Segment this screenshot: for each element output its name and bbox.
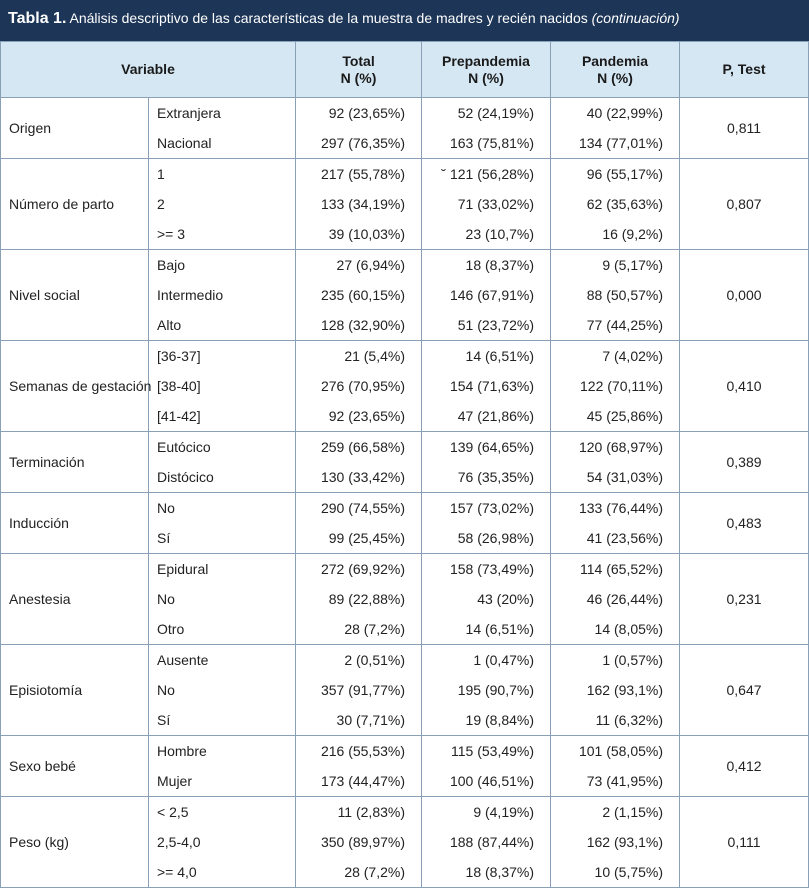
prepandemia-cell: 14 (6,51%)	[422, 614, 551, 645]
category-cell: Ausente	[149, 645, 296, 676]
pandemia-cell: 77 (44,25%)	[551, 310, 680, 341]
prepandemia-cell: 58 (26,98%)	[422, 523, 551, 554]
prepandemia-cell: 18 (8,37%)	[422, 857, 551, 888]
p-value: 0,111	[680, 797, 809, 888]
prepandemia-cell: 146 (67,91%)	[422, 280, 551, 310]
p-value: 0,412	[680, 736, 809, 797]
total-cell: 27 (6,94%)	[296, 250, 422, 281]
category-cell: 1	[149, 159, 296, 190]
pandemia-cell: 46 (26,44%)	[551, 584, 680, 614]
total-cell: 276 (70,95%)	[296, 371, 422, 401]
category-cell: Hombre	[149, 736, 296, 767]
prepandemia-cell: 115 (53,49%)	[422, 736, 551, 767]
category-cell: Epidural	[149, 554, 296, 585]
pandemia-cell: 62 (35,63%)	[551, 189, 680, 219]
variable-name: Semanas de gestación	[1, 341, 149, 432]
category-cell: Mujer	[149, 766, 296, 797]
total-cell: 92 (23,65%)	[296, 98, 422, 129]
category-cell: Otro	[149, 614, 296, 645]
header-pandemia-line2: N (%)	[597, 69, 633, 86]
category-cell: Bajo	[149, 250, 296, 281]
table-row	[1, 736, 809, 767]
total-cell: 133 (34,19%)	[296, 189, 422, 219]
pandemia-cell: 11 (6,32%)	[551, 705, 680, 736]
total-cell: 128 (32,90%)	[296, 310, 422, 341]
total-cell: 39 (10,03%)	[296, 219, 422, 250]
pandemia-cell: 73 (41,95%)	[551, 766, 680, 797]
table-row	[1, 554, 809, 585]
p-value: 0,807	[680, 159, 809, 250]
header-row	[1, 42, 809, 98]
pandemia-cell: 133 (76,44%)	[551, 493, 680, 524]
pandemia-cell: 2 (1,15%)	[551, 797, 680, 828]
prepandemia-cell: 47 (21,86%)	[422, 401, 551, 432]
table-title-continuation: (continuación)	[591, 10, 680, 26]
table-title-lead: Tabla 1.	[8, 10, 67, 27]
prepandemia-cell: 1 (0,47%)	[422, 645, 551, 676]
variable-name: Sexo bebé	[1, 736, 149, 797]
total-cell: 99 (25,45%)	[296, 523, 422, 554]
category-cell: [41-42]	[149, 401, 296, 432]
variable-name: Peso (kg)	[1, 797, 149, 888]
header-variable: Variable	[1, 42, 296, 98]
header-prepandemia-line2: N (%)	[468, 69, 504, 86]
pandemia-cell: 7 (4,02%)	[551, 341, 680, 372]
category-cell: >= 4,0	[149, 857, 296, 888]
category-cell: < 2,5	[149, 797, 296, 828]
pandemia-cell: 122 (70,11%)	[551, 371, 680, 401]
prepandemia-cell: 43 (20%)	[422, 584, 551, 614]
total-cell: 30 (7,71%)	[296, 705, 422, 736]
total-cell: 89 (22,88%)	[296, 584, 422, 614]
category-cell: No	[149, 493, 296, 524]
prepandemia-cell: 71 (33,02%)	[422, 189, 551, 219]
table-row	[1, 797, 809, 828]
total-cell: 28 (7,2%)	[296, 857, 422, 888]
total-cell: 173 (44,47%)	[296, 766, 422, 797]
category-cell: 2	[149, 189, 296, 219]
prepandemia-cell: 154 (71,63%)	[422, 371, 551, 401]
header-pandemia-line1: Pandemia	[581, 52, 649, 69]
table-row	[1, 432, 809, 463]
prepandemia-cell: 195 (90,7%)	[422, 675, 551, 705]
header-prepandemia-line1: Prepandemia	[442, 52, 530, 69]
table-row	[1, 98, 809, 129]
pandemia-cell: 96 (55,17%)	[551, 159, 680, 190]
category-cell: No	[149, 675, 296, 705]
p-value: 0,231	[680, 554, 809, 645]
descriptive-table	[0, 41, 809, 888]
total-cell: 2 (0,51%)	[296, 645, 422, 676]
prepandemia-cell: 14 (6,51%)	[422, 341, 551, 372]
prepandemia-cell: 76 (35,35%)	[422, 462, 551, 493]
prepandemia-cell: 9 (4,19%)	[422, 797, 551, 828]
table-row	[1, 493, 809, 524]
p-value: 0,483	[680, 493, 809, 554]
variable-name: Terminación	[1, 432, 149, 493]
category-cell: Eutócico	[149, 432, 296, 463]
variable-name: Nivel social	[1, 250, 149, 341]
table-row	[1, 645, 809, 676]
p-value: 0,647	[680, 645, 809, 736]
total-cell: 21 (5,4%)	[296, 341, 422, 372]
pandemia-cell: 101 (58,05%)	[551, 736, 680, 767]
prepandemia-cell: 157 (73,02%)	[422, 493, 551, 524]
prepandemia-cell: 51 (23,72%)	[422, 310, 551, 341]
prepandemia-cell: 23 (10,7%)	[422, 219, 551, 250]
category-cell: Sí	[149, 705, 296, 736]
category-cell: [36-37]	[149, 341, 296, 372]
category-cell: 2,5-4,0	[149, 827, 296, 857]
prepandemia-cell: ˘ 121 (56,28%)	[422, 159, 551, 190]
total-cell: 290 (74,55%)	[296, 493, 422, 524]
prepandemia-cell: 52 (24,19%)	[422, 98, 551, 129]
prepandemia-cell: 163 (75,81%)	[422, 128, 551, 159]
total-cell: 216 (55,53%)	[296, 736, 422, 767]
pandemia-cell: 162 (93,1%)	[551, 675, 680, 705]
category-cell: Sí	[149, 523, 296, 554]
pandemia-cell: 40 (22,99%)	[551, 98, 680, 129]
pandemia-cell: 14 (8,05%)	[551, 614, 680, 645]
pandemia-cell: 10 (5,75%)	[551, 857, 680, 888]
category-cell: No	[149, 584, 296, 614]
table-title-text: Análisis descriptivo de las características de la muestra de madres y recién nacidos	[69, 10, 588, 26]
total-cell: 357 (91,77%)	[296, 675, 422, 705]
total-cell: 235 (60,15%)	[296, 280, 422, 310]
prepandemia-cell: 158 (73,49%)	[422, 554, 551, 585]
p-value: 0,811	[680, 98, 809, 159]
category-cell: Extranjera	[149, 98, 296, 129]
header-total-line1: Total	[342, 52, 375, 69]
total-cell: 11 (2,83%)	[296, 797, 422, 828]
prepandemia-cell: 100 (46,51%)	[422, 766, 551, 797]
variable-name: Inducción	[1, 493, 149, 554]
pandemia-cell: 41 (23,56%)	[551, 523, 680, 554]
variable-name: Episiotomía	[1, 645, 149, 736]
prepandemia-cell: 19 (8,84%)	[422, 705, 551, 736]
category-cell: >= 3	[149, 219, 296, 250]
total-cell: 350 (89,97%)	[296, 827, 422, 857]
table-row	[1, 341, 809, 372]
pandemia-cell: 1 (0,57%)	[551, 645, 680, 676]
category-cell: Alto	[149, 310, 296, 341]
table-body	[1, 98, 809, 888]
header-total	[296, 42, 422, 98]
pandemia-cell: 114 (65,52%)	[551, 554, 680, 585]
category-cell: [38-40]	[149, 371, 296, 401]
total-cell: 217 (55,78%)	[296, 159, 422, 190]
category-cell: Nacional	[149, 128, 296, 159]
variable-name: Origen	[1, 98, 149, 159]
category-cell: Distócico	[149, 462, 296, 493]
table-row	[1, 159, 809, 190]
pandemia-cell: 120 (68,97%)	[551, 432, 680, 463]
table-title	[0, 0, 809, 41]
pandemia-cell: 134 (77,01%)	[551, 128, 680, 159]
total-cell: 259 (66,58%)	[296, 432, 422, 463]
prepandemia-cell: 18 (8,37%)	[422, 250, 551, 281]
table-row	[1, 250, 809, 281]
prepandemia-cell: 188 (87,44%)	[422, 827, 551, 857]
pandemia-cell: 9 (5,17%)	[551, 250, 680, 281]
variable-name: Anestesia	[1, 554, 149, 645]
header-total-line2: N (%)	[340, 69, 377, 86]
total-cell: 28 (7,2%)	[296, 614, 422, 645]
p-value: 0,410	[680, 341, 809, 432]
pandemia-cell: 54 (31,03%)	[551, 462, 680, 493]
category-cell: Intermedio	[149, 280, 296, 310]
p-value: 0,000	[680, 250, 809, 341]
pandemia-cell: 88 (50,57%)	[551, 280, 680, 310]
header-pandemia	[551, 42, 680, 98]
pandemia-cell: 45 (25,86%)	[551, 401, 680, 432]
total-cell: 297 (76,35%)	[296, 128, 422, 159]
total-cell: 272 (69,92%)	[296, 554, 422, 585]
total-cell: 92 (23,65%)	[296, 401, 422, 432]
header-prepandemia	[422, 42, 551, 98]
total-cell: 130 (33,42%)	[296, 462, 422, 493]
variable-name: Número de parto	[1, 159, 149, 250]
p-value: 0,389	[680, 432, 809, 493]
prepandemia-cell: 139 (64,65%)	[422, 432, 551, 463]
header-ptest: P, Test	[680, 42, 809, 98]
pandemia-cell: 16 (9,2%)	[551, 219, 680, 250]
pandemia-cell: 162 (93,1%)	[551, 827, 680, 857]
